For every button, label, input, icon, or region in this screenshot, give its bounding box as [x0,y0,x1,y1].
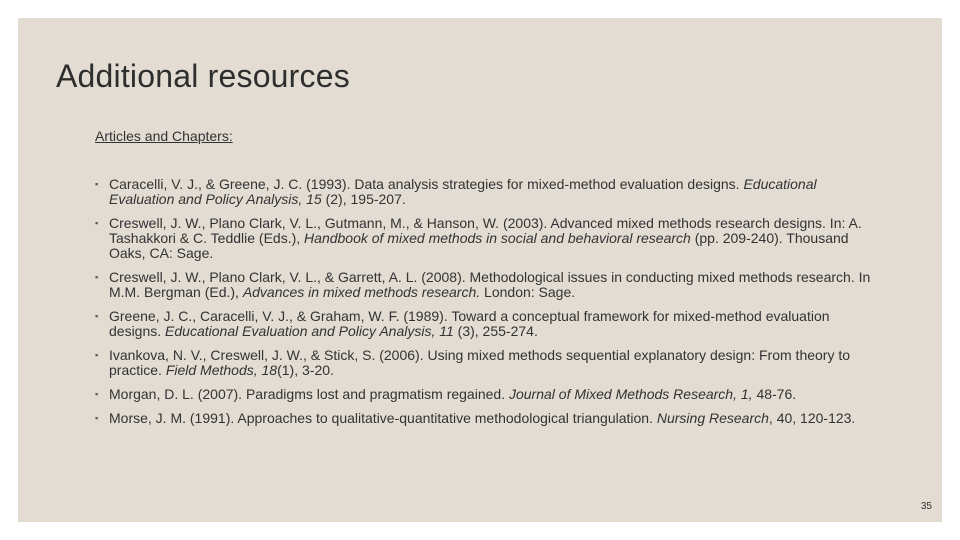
reference-italic-text: Educational Evaluation and Policy Analysis, 15 [109,176,817,207]
bullet-icon: ▪ [95,218,99,228]
slide-title: Additional resources [56,58,350,94]
bullet-icon: ▪ [95,311,99,321]
bullet-icon: ▪ [95,350,99,360]
reference-text: (pp. 209-240). Thousand Oaks, CA: Sage. [109,230,849,261]
reference-text: Creswell, J. W., Plano Clark, V. L., & Garrett, A. L. (2008). Methodological issues in conducting mixed methods research. In M.M. Bergman (Ed.), [109,269,871,300]
reference-text: London: Sage. [480,284,576,300]
reference-italic-text: Handbook of mixed methods in social and behavioral research [304,230,691,246]
reference-text: , 40, 120-123. [768,410,856,426]
bullet-icon: ▪ [95,272,99,282]
reference-item [95,309,885,339]
reference-text: Morgan, D. L. (2007). Paradigms lost and pragmatism regained. [109,386,509,402]
bullet-icon: ▪ [95,389,99,399]
reference-text: 48-76. [752,386,797,402]
reference-item [95,387,885,402]
reference-text: (2), 195-207. [321,191,406,207]
page-number: 35 [920,501,932,512]
section-subheading: Articles and Chapters: [95,128,233,144]
reference-text: Creswell, J. W., Plano Clark, V. L., Gutmann, M., & Hanson, W. (2003). Advanced mixed methods research designs. In: A. Tashakkori & C. Teddlie (Eds.), [109,215,862,246]
reference-italic-text: Nursing Research [656,410,769,426]
reference-text: (1), 3-20. [277,362,334,378]
reference-italic-text: Educational Evaluation and Policy Analysis, 11 [165,323,454,339]
reference-text: Morse, J. M. (1991). Approaches to qualitative-quantitative methodological triangulation. [109,410,657,426]
reference-text: Caracelli, V. J., & Greene, J. C. (1993). Data analysis strategies for mixed-method evaluation designs. [109,176,744,192]
reference-item [95,411,885,426]
slide [18,18,942,522]
reference-item [95,216,885,261]
bullet-icon: ▪ [95,179,99,189]
reference-text: (3), 255-274. [453,323,538,339]
reference-item [95,270,885,300]
reference-italic-text: Journal of Mixed Methods Research, 1, [508,386,753,402]
reference-italic-text: Advances in mixed methods research. [242,284,481,300]
reference-list [95,177,885,435]
reference-italic-text: Field Methods, 18 [165,362,278,378]
bullet-icon: ▪ [95,413,99,423]
reference-text: Ivankova, N. V., Creswell, J. W., & Stick, S. (2006). Using mixed methods sequential explanatory design: From theory to practice. [109,347,851,378]
reference-item [95,348,885,378]
reference-item [95,177,885,207]
reference-text: Greene, J. C., Caracelli, V. J., & Graham, W. F. (1989). Toward a conceptual framework for mixed-method evaluation designs. [109,308,830,339]
